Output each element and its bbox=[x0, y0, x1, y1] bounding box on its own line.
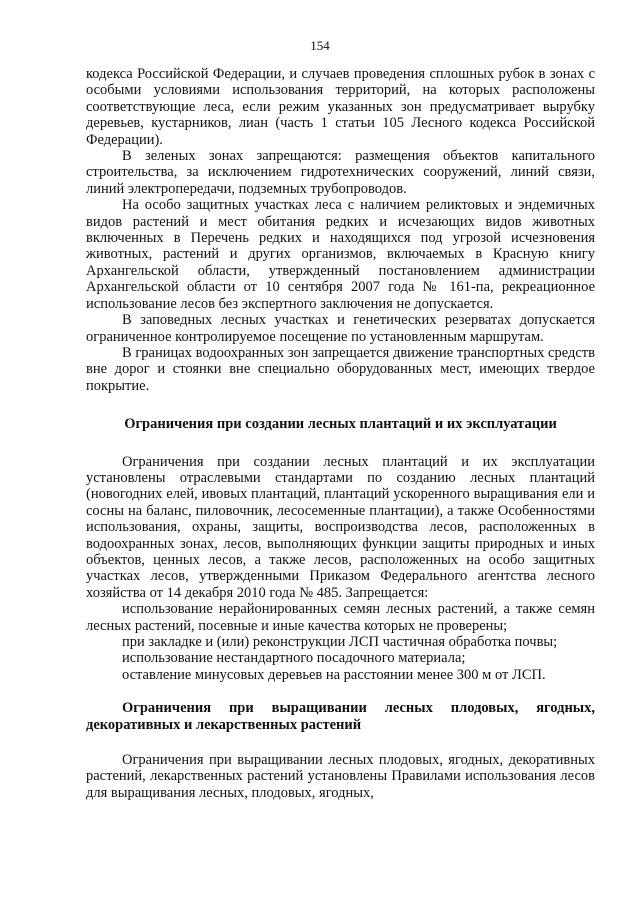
paragraph: Ограничения при выращивании лесных плодовых, ягодных, декоративных растений, лекарственных растений установлены Правилами использования лесов для выращивания лесных, плодовых, ягодных, bbox=[86, 752, 595, 801]
section-heading: Ограничения при выращивании лесных плодовых, ягодных, декоративных и лекарственных растений bbox=[86, 700, 595, 733]
list-item: использование нерайонированных семян лесных растений, а также семян лесных растений, посевные и иные качества которых не проверены; bbox=[86, 601, 595, 634]
list-item: оставление минусовых деревьев на расстоянии менее 300 м от ЛСП. bbox=[122, 666, 546, 683]
section-heading: Ограничения при создании лесных плантаций и их эксплуатации bbox=[124, 416, 557, 433]
paragraph: В заповедных лесных участках и генетических резерватах допускается ограниченное контролируемое посещение по установленным маршрутам. bbox=[86, 312, 595, 345]
page-content bbox=[86, 66, 595, 801]
list-item: при закладке и (или) реконструкции ЛСП частичная обработка почвы; bbox=[122, 634, 558, 650]
paragraph: В границах водоохранных зон запрещается движение транспортных средств вне дорог и стоянки вне специально оборудованных мест, имеющих твердое покрытие. bbox=[86, 344, 595, 394]
paragraph: На особо защитных участках леса с наличием реликтовых и эндемичных видов растений и мест обитания редких и исчезающих видов животных включенных в Перечень редких и находящихся под угрозой исчезновения животных, растений и других организмов, включаемых в Красную книгу Архангельской области, утвержденный постановлением администрации Архангельской области от 10 сентября 2007 года № 161-па, рекреационное использование лесов без экспертного заключения не допускается. bbox=[86, 197, 595, 312]
page-number: 154 bbox=[310, 38, 330, 53]
paragraph: Ограничения при создании лесных плантаций и их эксплуатации установлены отраслевыми стандартами по созданию лесных плантаций (новогодних елей, ивовых плантаций, плантаций ускоренного выращивания ели и сосны на баланс, пиловочник, лесосеменные плантации), а также Особенностями использования, охраны, защиты, воспроизводства лесов, расположенных в водоохранных зонах, лесов, выполняющих функции защиты природных и иных объектов, ценных лесов, а также лесов, расположенных на особо защитных участках лесов, утвержденными Приказом Федерального агентства лесного хозяйства от 14 декабря 2010 года № 485. Запрещается: bbox=[86, 453, 595, 601]
paragraph: В зеленых зонах запрещаются: размещения объектов капитального строительства, за исключением гидротехнических сооружений, линий связи, линий электропередачи, подземных трубопроводов. bbox=[86, 148, 595, 197]
list-item: использование нестандартного посадочного материала; bbox=[122, 650, 466, 667]
paragraph: кодекса Российской Федерации, и случаев проведения сплошных рубок в зонах с особыми условиями использования территорий, на которых расположены соответствующие леса, если режим указанных зон предусматривает вырубку деревьев, кустарников, лиан (часть 1 статьи 105 Лесного кодекса Российской Федерации). bbox=[86, 66, 595, 148]
